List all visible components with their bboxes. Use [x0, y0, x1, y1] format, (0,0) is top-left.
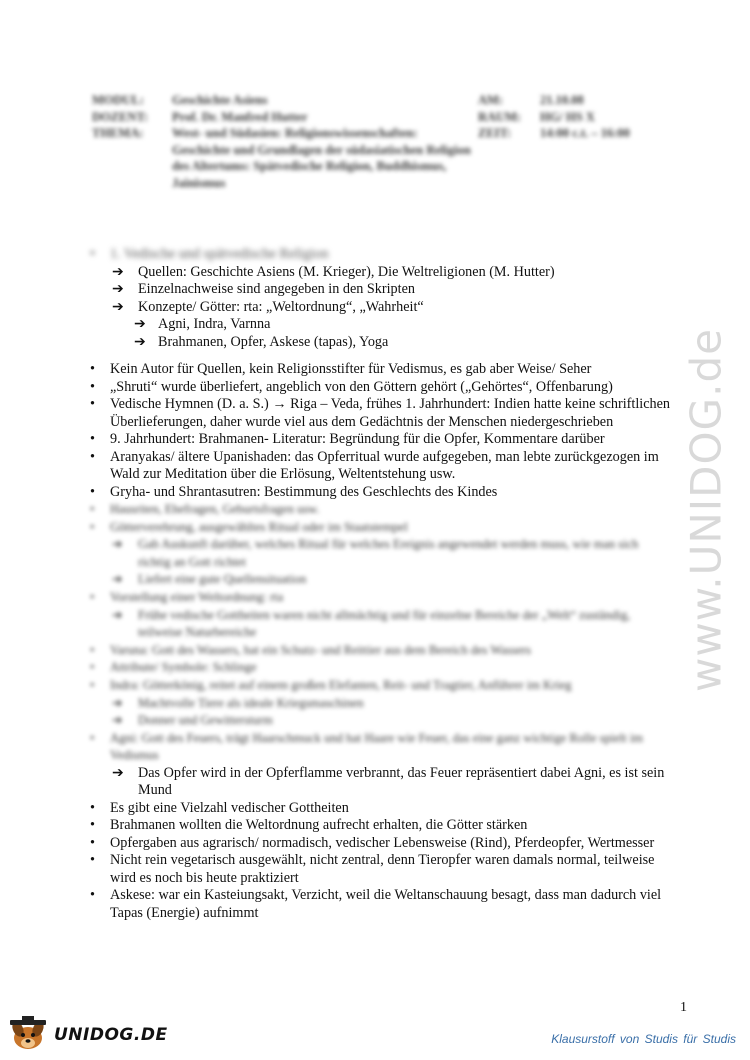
- dog-logo-icon: [4, 1016, 52, 1054]
- zeit-label: ZEIT:: [478, 126, 512, 140]
- list-item: ➔ Frühe vedische Gottheiten waren nicht allmächtig und für einzelne Bereiche der „Welt“ zuständig, teilweise Naturbereiche: [112, 607, 631, 640]
- list-item: • Es gibt eine Vielzahl vedischer Gottheiten: [88, 800, 673, 818]
- list-item: • Indra: Götterkönig, reitet auf einem großen Elefanten, Reit- und Tragtier, Anführer im Krieg: [88, 677, 673, 695]
- arrow-icon: ➔: [112, 695, 123, 710]
- arrow-icon: ➔: [112, 713, 123, 728]
- blurred-section: [88, 501, 673, 765]
- zeit-value: 14:00 c.t. – 16:00: [540, 126, 630, 140]
- am-label: AM:: [478, 93, 503, 107]
- list-item: ➔ Das Opfer wird in der Opferflamme verbrannt, das Feuer repräsentiert dabei Agni, es ist sein Mund: [112, 764, 665, 799]
- arrow-icon: ➔: [134, 333, 146, 350]
- arrow-icon: ➔: [112, 298, 124, 315]
- list-item: • Varuna: Gott des Wassers, hat ein Schutz- und Reittier aus dem Bereich des Wassers: [88, 642, 673, 660]
- list-item: ➔ Donner und Gewittersturm: [88, 712, 673, 730]
- document-body: [88, 246, 673, 922]
- arrow-icon: ➔: [112, 572, 123, 587]
- arrow-icon: ➔: [112, 607, 123, 622]
- header-row-thema: [92, 125, 672, 191]
- list-item: • Gryha- und Shrantasutren: Bestimmung des Geschlechts des Kindes: [88, 484, 673, 502]
- arrow-icon: ➔: [112, 764, 124, 781]
- watermark: [681, 270, 731, 750]
- list-item: ➔ Brahmanen, Opfer, Askese (tapas), Yoga: [134, 333, 389, 350]
- list-item: • 9. Jahrhundert: Brahmanen- Literatur: Begründung für die Opfer, Kommentare darüber: [88, 431, 673, 449]
- arrow-icon: ➔: [134, 316, 146, 332]
- list-item: ➔ Einzelnachweise sind angegeben in den Skripten: [112, 281, 415, 297]
- list-item: • Aranyakas/ ältere Upanishaden: das Opferritual wurde aufgegeben, man lebte zurückgezogen im Wald zur Meditation über die Erlösung, Weltentstehung usw.: [88, 449, 673, 484]
- thema-value: West- und Südasien: Religionswissenschaften: Geschichte und Grundlagen der südasiatischen Religion des Altertums: Spätvedische Religion, Buddhismus, Jainismus: [172, 126, 471, 190]
- modul-value: Geschichte Asiens: [172, 93, 268, 107]
- list-item: • Brahmanen wollten die Weltordnung aufrecht erhalten, die Götter stärken: [88, 817, 673, 835]
- footer-slogan: Klausurstoff von Studis für Studis: [551, 1032, 736, 1046]
- document-header: [92, 92, 672, 191]
- unidog-logo: [4, 1016, 168, 1054]
- list-item: • Attribute/ Symbole: Schlinge: [88, 659, 673, 677]
- list-item: • „Shruti“ wurde überliefert, angeblich von den Göttern gehört („Gehörtes“, Offenbarung): [88, 379, 673, 397]
- list-item: ➔ Liefert eine gute Quellensituation: [88, 571, 673, 589]
- list-item: ➔ Quellen: Geschichte Asiens (M. Krieger), Die Weltreligionen (M. Hutter): [112, 263, 555, 280]
- list-item: • Agni: Gott des Feuers, trägt Haarschmuck und hat Haare wie Feuer, das eine ganz wichtige Rolle spielt im Vedismus: [88, 730, 673, 765]
- header-row-modul: [92, 92, 672, 109]
- list-item: ➔ Machtvolle Tiere als ideale Kriegsmaschinen: [88, 695, 673, 713]
- list-item: ➔ Konzepte/ Götter: rta: „Weltordnung“, „Wahrheit“: [112, 298, 424, 315]
- arrow-icon: ➔: [112, 537, 123, 552]
- raum-label: RAUM:: [478, 109, 522, 124]
- list-item: • Götterverehrung, ausgewähltes Ritual oder im Staatstempel: [88, 519, 673, 537]
- arrow-icon: ➔: [112, 263, 124, 280]
- list-item: • Vorstellung einer Weltordnung: rta: [88, 589, 673, 607]
- list-item: ➔ Agni, Indra, Varnna: [134, 316, 271, 332]
- modul-label: MODUL:: [92, 93, 145, 107]
- page-number: 1: [680, 1000, 687, 1015]
- list-item: • Nicht rein vegetarisch ausgewählt, nicht zentral, denn Tieropfer waren damals normal, teilweise wird es noch bis heute praktiziert: [88, 852, 673, 887]
- list-item: • Hausriten, Ehefragen, Geburtsfragen usw.: [88, 501, 673, 519]
- am-value: 21.10.08: [540, 93, 584, 107]
- header-row-dozent: [92, 109, 672, 126]
- list-item: • Opfergaben aus agrarisch/ normadisch, vedischer Lebensweise (Rind), Pferdeopfer, Wertmesser: [88, 835, 673, 853]
- list-item: • Kein Autor für Quellen, kein Religionsstifter für Vedismus, es gab aber Weise/ Seher: [88, 361, 673, 379]
- dozent-value: Prof. Dr. Manfred Hutter: [172, 109, 308, 124]
- thema-label: THEMA:: [92, 126, 144, 140]
- raum-value: HG/ HS X: [540, 109, 595, 124]
- watermark-text: www.UNIDOG.de: [681, 328, 731, 692]
- list-item: ➔ Gab Auskunft darüber, welches Ritual für welches Ereignis angewendet werden muss, wie man sich richtig an Gott richtet: [112, 537, 639, 569]
- list-item: • Askese: war ein Kasteiungsakt, Verzicht, weil die Weltanschauung besagt, dass man dadurch viel Tapas (Energie) aufnimmt: [88, 887, 673, 922]
- arrow-icon: ➔: [112, 281, 124, 297]
- list-item: • Vedische Hymnen (D. a. S.) → Riga – Veda, frühes 1. Jahrhundert: Indien hatte keine schriftlichen Überlieferungen, daher wurde viel aus dem Gedächtnis der Menschen niedergeschrieben: [88, 396, 673, 431]
- logo-text: UNIDOG.DE: [54, 1025, 168, 1045]
- section-title: • 1. Vedische und spätvedische Religion: [88, 246, 673, 264]
- dozent-label: DOZENT:: [92, 109, 149, 124]
